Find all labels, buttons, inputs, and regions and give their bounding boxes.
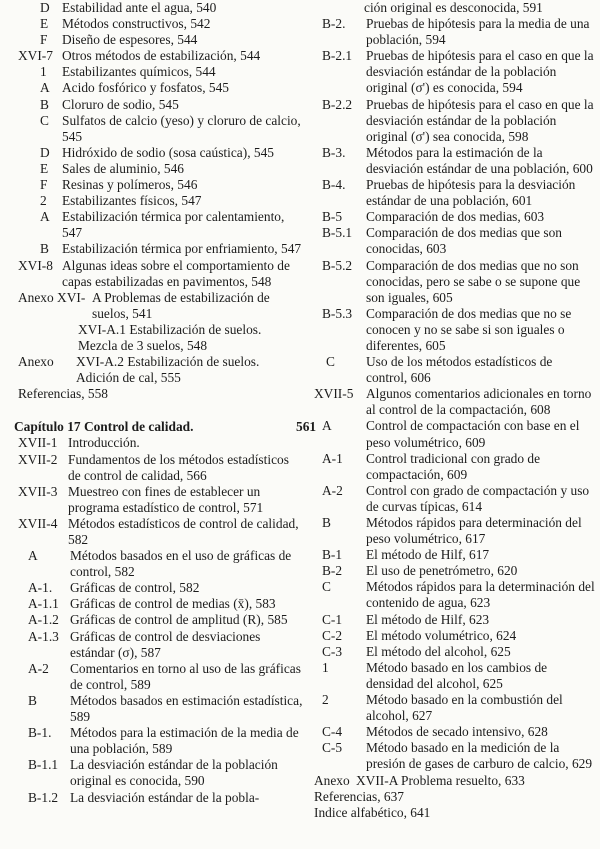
toc-entry-text: Gráficas de control de medias (x̄), 583	[70, 596, 276, 612]
toc-entry-text: Comparación de dos medias que no son conocidas, pero se sabe o se supone que son iguales, 605	[366, 257, 581, 305]
toc-entry[interactable]	[312, 209, 596, 225]
toc-entry-code: A	[28, 548, 38, 564]
toc-entry-text: Estabilización térmica por enfriamiento, 547	[62, 241, 302, 257]
toc-entry[interactable]	[14, 354, 304, 386]
toc-entry-text: La desviación estándar de la pobla-	[70, 789, 260, 805]
toc-entry-text: Acido fosfórico y fosfatos, 545	[62, 80, 229, 96]
toc-entry-text: Comparación de dos medias que son conocidas, 603	[366, 225, 562, 257]
toc-entry-text: Algunos comentarios adicionales en torno al control de la compactación, 608	[366, 386, 592, 418]
toc-entry-code: D	[40, 0, 50, 15]
toc-entry-code: A-1.	[28, 580, 53, 596]
toc-entry-text: Gráficas de control de desviaciones estándar (σ), 587	[70, 628, 261, 660]
toc-entry[interactable]	[14, 790, 304, 806]
toc-entry[interactable]	[14, 48, 304, 64]
toc-entry-text: Referencias, 637	[314, 788, 404, 804]
toc-entry-text: Método basado en la combustión del alcohol, 627	[366, 692, 563, 724]
right-column	[312, 0, 596, 821]
toc-entry[interactable]	[312, 258, 596, 306]
toc-entry[interactable]	[312, 515, 596, 547]
toc-entry-text: Gráficas de control, 582	[70, 580, 200, 596]
toc-entry[interactable]	[312, 225, 596, 257]
toc-entry-code: Anexo XVI-	[18, 289, 86, 305]
toc-entry[interactable]	[14, 386, 304, 402]
toc-entry-text: Cloruro de sodio, 545	[62, 96, 179, 112]
toc-entry-code: F	[40, 32, 48, 48]
toc-entry-code: XVII-4	[18, 515, 58, 531]
toc-entry-text: Método basado en los cambios de densidad del alcohol, 625	[366, 659, 548, 691]
toc-entry-text: Pruebas de hipótesis para la desviación estándar de una población, 601	[366, 177, 576, 209]
toc-entry-text: Estabilizantes físicos, 547	[62, 193, 202, 209]
toc-entry-text: Hidróxido de sodio (sosa caústica), 545	[62, 144, 274, 160]
toc-entry[interactable]	[14, 113, 304, 145]
toc-list-right	[312, 0, 596, 821]
toc-entry-code: 2	[322, 692, 329, 708]
toc-entry[interactable]	[14, 484, 304, 516]
toc-entry-text: La desviación estándar de la población original es conocida, 590	[70, 757, 278, 789]
toc-entry-text: Comparación de dos medias, 603	[366, 209, 545, 225]
toc-entry-code: A	[322, 418, 332, 434]
toc-entry-text: Método basado en la medición de la presión de gases de carburo de calcio, 629	[366, 740, 593, 772]
toc-entry-code: XVII-2	[18, 451, 58, 467]
chapter-title: Capítulo 17 Control de calidad.	[14, 419, 194, 435]
toc-entry[interactable]	[312, 483, 596, 515]
toc-list-after	[14, 435, 304, 805]
toc-entry-code: D	[40, 144, 50, 160]
toc-entry-text: Métodos constructivos, 542	[62, 16, 211, 32]
toc-entry-text: Gráficas de control de amplitud (R), 585	[70, 612, 288, 628]
toc-entry[interactable]	[312, 0, 596, 16]
toc-entry-text: Pruebas de hipótesis para el caso en que la desviación estándar de la población original (σ') es conocida, 594	[366, 48, 594, 96]
toc-entry-code: E	[40, 16, 49, 32]
toc-entry-text: Métodos basados en estimación estadística, 589	[70, 692, 303, 725]
toc-entry-text: Sales de aluminio, 546	[62, 160, 184, 176]
toc-entry[interactable]	[14, 290, 304, 322]
toc-entry-code: Anexo	[314, 772, 350, 788]
toc-entry-code: B-2.1	[322, 48, 353, 64]
toc-entry-text: El uso de penetrómetro, 620	[366, 563, 518, 579]
toc-entry[interactable]	[14, 693, 304, 725]
toc-entry-code: A	[40, 209, 50, 225]
toc-entry[interactable]	[14, 725, 304, 757]
toc-entry-code: A-1.1	[28, 596, 59, 612]
toc-entry[interactable]	[14, 145, 304, 161]
toc-entry-text: Pruebas de hipótesis para el caso en que la desviación estándar de la población original (σ') sea conocida, 598	[366, 96, 594, 144]
toc-entry-text: XVII-A Problema resuelto, 633	[356, 772, 525, 788]
toc-entry-code: B-5.2	[322, 257, 353, 273]
toc-entry-text: Control de compactación con base en el peso volumétrico, 609	[366, 418, 580, 450]
toc-entry-text: Métodos rápidos para la determinación del contenido de agua, 623	[366, 579, 595, 611]
toc-entry-code: E	[40, 160, 49, 176]
toc-entry[interactable]	[312, 644, 596, 660]
toc-entry-code: B-5.3	[322, 305, 353, 321]
toc-entry-text: El método del alcohol, 625	[366, 643, 511, 659]
toc-entry[interactable]	[14, 161, 304, 177]
toc-entry-text: Fundamentos de los métodos estadísticos de control de calidad, 566	[68, 451, 289, 483]
toc-entry[interactable]	[312, 451, 596, 483]
toc-entry-code: B-5	[322, 209, 343, 225]
toc-entry[interactable]	[312, 773, 596, 789]
toc-entry[interactable]	[14, 757, 304, 789]
toc-entry-text: ción original es desconocida, 591	[364, 0, 543, 15]
toc-entry-text: Resinas y polímeros, 546	[62, 177, 198, 193]
toc-entry[interactable]	[14, 661, 304, 693]
toc-entry-code: XVII-3	[18, 483, 58, 499]
toc-entry[interactable]	[14, 241, 304, 257]
toc-entry[interactable]	[14, 16, 304, 32]
toc-entry-code: B-2.	[322, 16, 346, 32]
toc-entry[interactable]	[312, 16, 596, 48]
toc-entry-code: B-1.1	[28, 757, 59, 773]
toc-entry-code: C-3	[322, 643, 343, 659]
toc-entry-text: XVI-A.2 Estabilización de suelos. Adición de cal, 555	[76, 354, 260, 386]
toc-entry-code: B-5.1	[322, 225, 353, 241]
toc-entry[interactable]	[14, 580, 304, 596]
toc-entry-text: Muestreo con fines de establecer un programa estadístico de control, 571	[68, 483, 264, 515]
toc-entry-code: XVII-5	[314, 386, 354, 402]
toc-entry-code: A-1.2	[28, 612, 59, 628]
toc-entry-text: Comparación de dos medias que no se conocen y no se sabe si son iguales o diferentes, 605	[366, 305, 572, 353]
toc-entry-text: Diseño de espesores, 544	[62, 32, 198, 48]
toc-entry-code: C-2	[322, 627, 343, 643]
toc-entry[interactable]	[14, 80, 304, 96]
toc-entry[interactable]	[14, 258, 304, 290]
toc-entry[interactable]	[312, 805, 596, 821]
toc-entry[interactable]	[312, 386, 596, 418]
toc-entry-text: Métodos para la estimación de la media de una población, 589	[70, 725, 299, 757]
toc-entry-text: Estabilidad ante el agua, 540	[62, 0, 217, 15]
toc-entry[interactable]	[312, 628, 596, 644]
toc-entry-code: B	[28, 692, 37, 708]
toc-entry-code: XVI-8	[18, 257, 53, 273]
toc-entry[interactable]	[312, 563, 596, 579]
toc-entry-code: 2	[40, 193, 47, 209]
toc-entry-code: B-2.2	[322, 96, 353, 112]
toc-entry-code: C-5	[322, 740, 343, 756]
toc-entry[interactable]	[312, 789, 596, 805]
toc-entry-code: B	[40, 241, 49, 257]
toc-entry[interactable]	[312, 418, 596, 450]
toc-entry-code: A-1.3	[28, 628, 59, 644]
toc-entry-text: Estabilización térmica por calentamiento, 547	[62, 209, 285, 241]
toc-entry-code: B-1	[322, 547, 343, 563]
toc-entry[interactable]	[14, 516, 304, 548]
toc-entry-text: El método de Hilf, 623	[366, 611, 490, 627]
toc-entry[interactable]	[312, 97, 596, 145]
toc-entry[interactable]	[312, 692, 596, 724]
toc-entry[interactable]	[14, 209, 304, 241]
toc-entry[interactable]	[312, 547, 596, 563]
toc-entry-text: Métodos rápidos para determinación del peso volumétrico, 617	[366, 515, 582, 547]
toc-entry-code: B	[40, 96, 49, 112]
toc-entry[interactable]	[14, 452, 304, 484]
toc-entry[interactable]	[14, 629, 304, 661]
toc-entry-code: C-4	[322, 724, 343, 740]
toc-entry-code: C	[326, 354, 335, 370]
toc-entry-code: XVII-1	[18, 435, 58, 451]
toc-entry[interactable]	[14, 0, 304, 16]
toc-entry-text: Introducción.	[68, 435, 140, 451]
toc-entry-text: Métodos para la estimación de la desviación estándar de una población, 600	[366, 144, 593, 176]
toc-entry[interactable]	[312, 660, 596, 692]
toc-entry-code: C	[40, 112, 49, 128]
toc-entry-code: B-2	[322, 563, 343, 579]
toc-entry[interactable]	[312, 145, 596, 177]
toc-entry-text: Métodos de secado intensivo, 628	[366, 724, 548, 740]
toc-entry-code: 1	[40, 64, 47, 80]
toc-entry-code: C-1	[322, 611, 343, 627]
toc-entry[interactable]	[14, 548, 304, 580]
toc-entry[interactable]	[312, 579, 596, 611]
toc-entry-text: Referencias, 558	[18, 386, 108, 402]
toc-entry[interactable]	[312, 354, 596, 386]
toc-entry[interactable]	[312, 177, 596, 209]
toc-entry-code: F	[40, 177, 48, 193]
toc-entry[interactable]	[312, 306, 596, 354]
toc-entry[interactable]	[312, 724, 596, 740]
toc-entry[interactable]	[14, 322, 304, 354]
toc-entry-code: A-2	[322, 482, 343, 498]
toc-entry-text: El método de Hilf, 617	[366, 547, 490, 563]
toc-entry-text: Estabilizantes químicos, 544	[62, 64, 216, 80]
toc-entry-text: Algunas ideas sobre el comportamiento de capas estabilizadas en pavimentos, 548	[62, 257, 290, 289]
toc-entry[interactable]	[14, 193, 304, 209]
chapter-heading[interactable]	[14, 419, 317, 435]
toc-entry-text: Métodos estadísticos de control de calidad, 582	[68, 515, 299, 547]
toc-entry-code: C	[322, 579, 331, 595]
toc-entry-text: Métodos basados en el uso de gráficas de control, 582	[70, 548, 292, 580]
toc-entry[interactable]	[14, 596, 304, 612]
toc-entry[interactable]	[312, 612, 596, 628]
toc-entry-text: Pruebas de hipótesis para la media de una población, 594	[366, 16, 590, 48]
toc-entry-text: A Problemas de estabilización de suelos, 541	[92, 289, 270, 321]
toc-entry-code: A-2	[28, 660, 49, 676]
toc-entry-code: B-1.2	[28, 789, 59, 805]
toc-entry-code: B-3.	[322, 144, 346, 160]
toc-entry-code: B-1.	[28, 725, 52, 741]
toc-entry-text: Control con grado de compactación y uso de curvas típicas, 614	[366, 482, 590, 514]
toc-entry[interactable]	[14, 435, 304, 451]
toc-entry-text: Comentarios en torno al uso de las gráficas de control, 589	[70, 660, 301, 692]
toc-entry[interactable]	[14, 32, 304, 48]
toc-entry-code: A	[40, 80, 50, 96]
toc-entry-text: Uso de los métodos estadísticos de control, 606	[366, 354, 553, 386]
toc-entry-code: 1	[322, 659, 329, 675]
toc-entry[interactable]	[14, 177, 304, 193]
toc-list-before	[14, 0, 304, 402]
toc-entry-code: B-4.	[322, 177, 346, 193]
toc-entry-code: A-1	[322, 450, 343, 466]
toc-entry[interactable]	[14, 97, 304, 113]
toc-entry-text: XVI-A.1 Estabilización de suelos. Mezcla de 3 suelos, 548	[78, 321, 262, 353]
toc-entry-code: B	[322, 515, 331, 530]
toc-entry-text: Control tradicional con grado de compactación, 609	[366, 450, 541, 482]
toc-entry[interactable]	[312, 740, 596, 772]
toc-entry[interactable]	[14, 64, 304, 80]
toc-entry[interactable]	[312, 48, 596, 96]
left-column	[14, 0, 317, 806]
toc-entry-text: Otros métodos de estabilización, 544	[62, 48, 261, 64]
toc-entry-code: XVI-7	[18, 48, 53, 64]
toc-entry-text: Indice alfabético, 641	[314, 804, 431, 820]
toc-entry-text: El método volumétrico, 624	[366, 627, 517, 643]
toc-entry[interactable]	[14, 612, 304, 628]
toc-entry-code: Anexo	[18, 354, 54, 370]
chapter-page-number: 561	[296, 419, 317, 435]
toc-entry-text: Sulfatos de calcio (yeso) y cloruro de calcio, 545	[62, 112, 301, 144]
